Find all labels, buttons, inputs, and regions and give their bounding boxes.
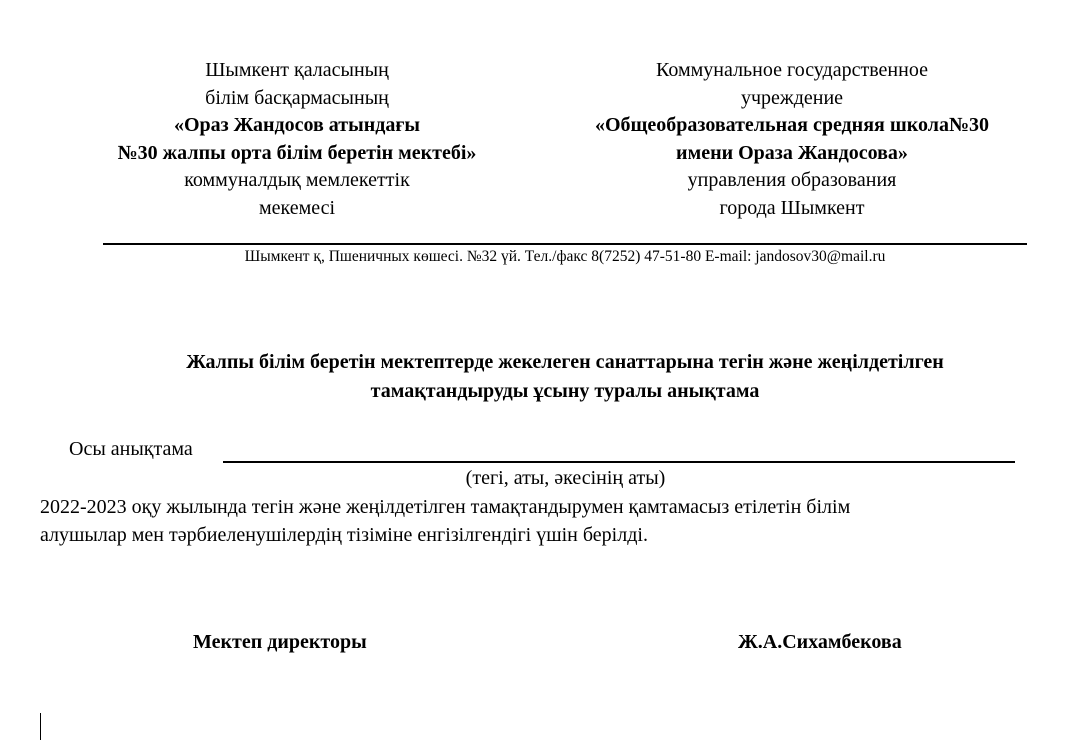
signature-name: Ж.А.Сихамбекова	[738, 631, 902, 653]
document-title	[110, 348, 1020, 405]
header-right-line: Коммунальное государственное	[656, 59, 928, 81]
header-right-line: «Общеобразовательная средняя школа№30	[594, 114, 990, 137]
header-right-line: управления образования	[687, 169, 897, 192]
header-divider	[103, 243, 1027, 245]
header-left-line: коммуналдық мемлекеттік	[184, 169, 410, 192]
header-left-line: Шымкент қаласының	[205, 59, 389, 81]
body-paragraph	[40, 494, 1050, 549]
header-left-line: мекемесі	[258, 196, 336, 219]
contact-address: Шымкент қ, Пшеничных көшесі. №32 үй. Тел./факс 8(7252) 47-51-80 E-mail: jandosov30@mail.ru	[244, 248, 886, 265]
header-right-line: имени Ораза Жандосова»	[676, 141, 908, 164]
document-title-line: тамақтандыруды ұсыну туралы анықтама	[370, 379, 760, 402]
header-right-line: учреждение	[740, 86, 844, 109]
signature-role: Мектеп директоры	[193, 631, 367, 653]
name-fill-hint: (тегі, аты, әкесінің аты)	[465, 467, 666, 489]
header-left-block	[58, 57, 536, 223]
body-line: алушылар мен тәрбиеленушілердің тізіміне енгізілгендігі үшін берілді.	[40, 523, 648, 546]
body-line: 2022-2023 оқу жылында тегін және жеңілдетілген тамақтандырумен қамтамасыз етілетін білім	[40, 496, 851, 518]
header-left-line: №30 жалпы орта білім беретін мектебі»	[117, 141, 477, 164]
header-left-line: «Ораз Жандосов атындағы	[173, 114, 421, 137]
header-right-line: города Шымкент	[719, 196, 865, 219]
header-left-line: білім басқармасының	[205, 86, 389, 109]
text-cursor	[40, 713, 41, 740]
document-title-line: Жалпы білім беретін мектептерде жекелеген санаттарына тегін және жеңілдетілген	[186, 351, 944, 373]
header-right-block	[540, 57, 1044, 223]
name-fill-line[interactable]	[223, 461, 1015, 463]
body-lead: Осы анықтама	[69, 438, 193, 460]
